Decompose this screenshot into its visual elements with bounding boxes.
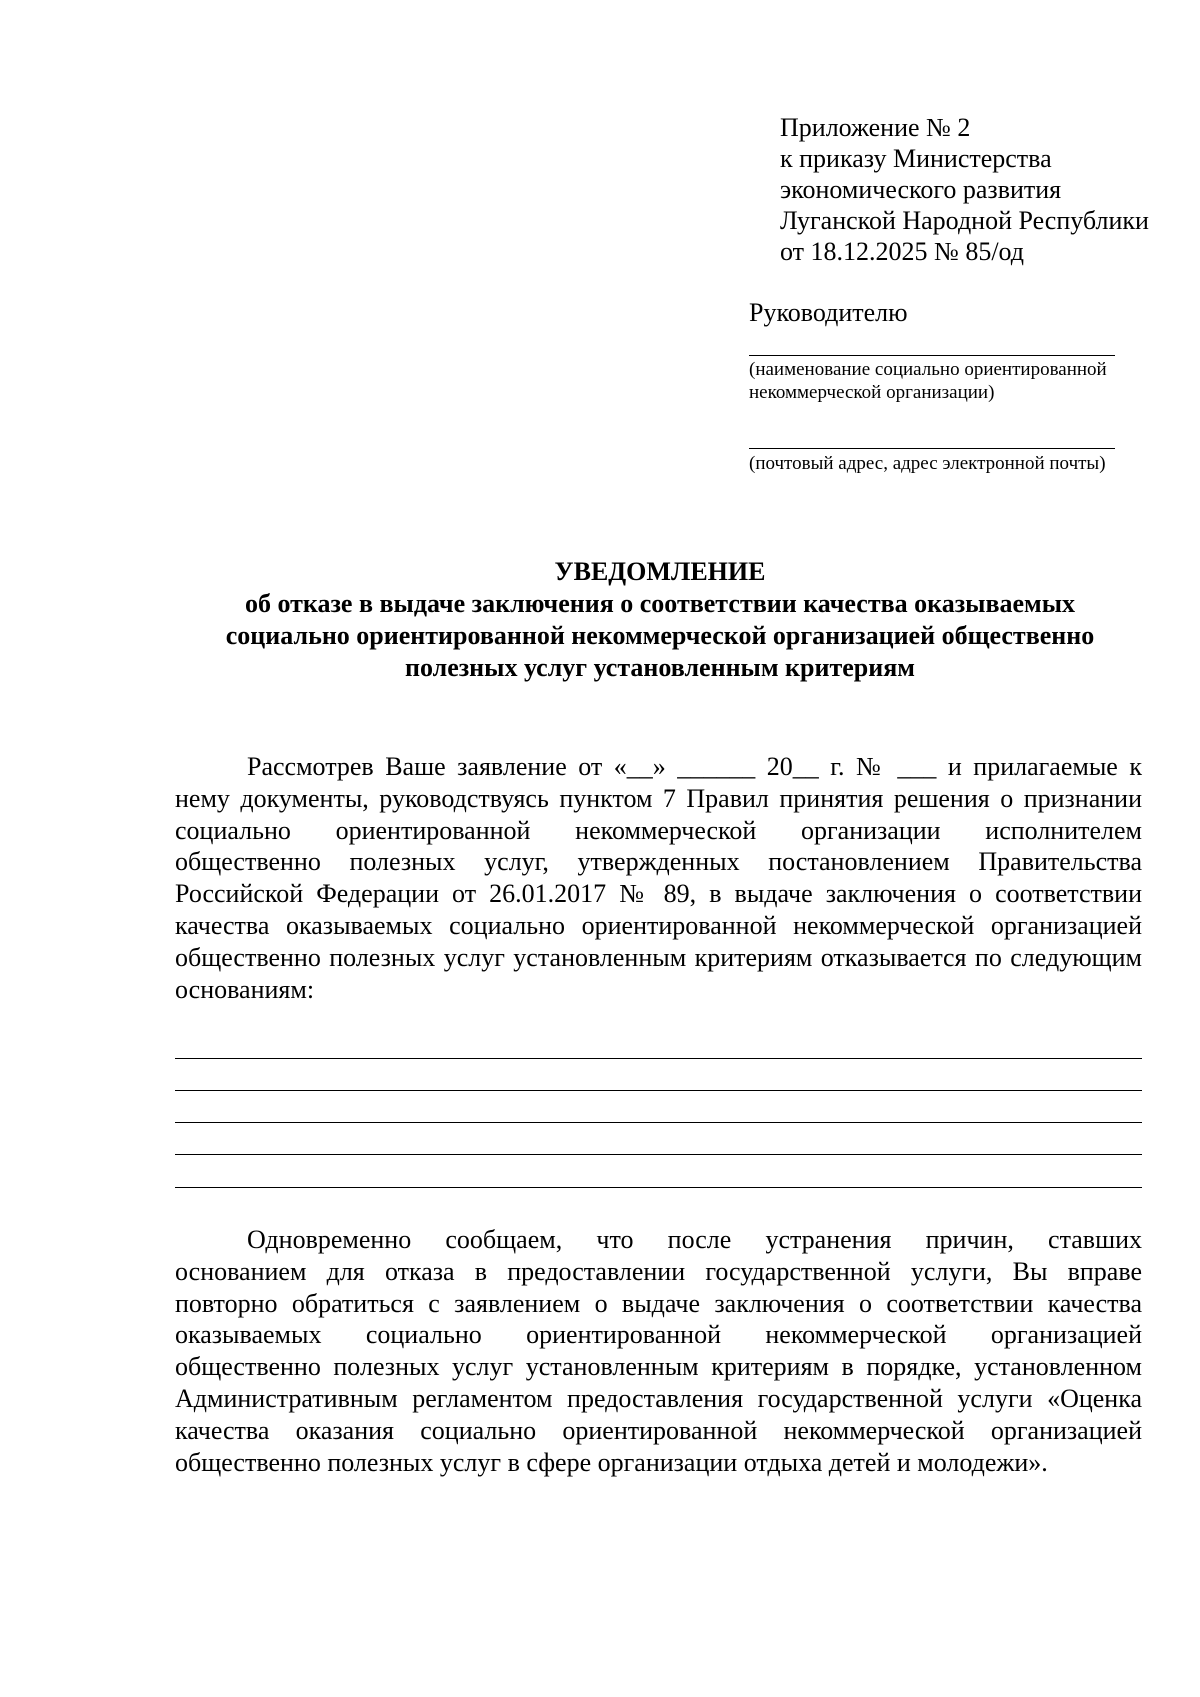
paragraph-line: общественно полезных услуг установленным критериям в порядке, установленном (175, 1352, 1142, 1382)
org-caption-line: некоммерческой организации) (749, 382, 995, 403)
paragraph-review (175, 751, 1142, 1005)
org-name-caption (749, 358, 1107, 404)
appendix-line: от 18.12.2025 № 85/од (780, 237, 1025, 266)
paragraph-line: Одновременно сообщаем, что после устранения причин, ставших (247, 1225, 1142, 1254)
notice-subtitle-line: социально ориентированной некоммерческой организацией общественно (225, 621, 1095, 650)
appendix-header (780, 112, 1180, 267)
appendix-line: экономического развития (780, 175, 1062, 204)
paragraph-line: основанием для отказа в предоставлении государственной услуги, Вы вправе (175, 1256, 1142, 1286)
appendix-line: Приложение № 2 (780, 113, 971, 142)
reason-fill-line[interactable] (175, 1187, 1142, 1188)
notice-subtitle-line: об отказе в выдаче заключения о соответствии качества оказываемых (244, 589, 1076, 618)
notice-title: УВЕДОМЛЕНИЕ (554, 557, 766, 586)
appendix-line: Луганской Народной Республики (780, 206, 1149, 235)
paragraph-line: социально ориентированной некоммерческой организации исполнителем (175, 815, 1142, 845)
notice-title-block (170, 556, 1150, 684)
paragraph-line: общественно полезных услуг, утвержденных постановлением Правительства (175, 847, 1142, 877)
paragraph-line: качества оказания социально ориентированной некоммерческой организацией (175, 1415, 1142, 1445)
notice-subtitle-line: полезных услуг установленным критериям (404, 653, 916, 682)
paragraph-line: Рассмотрев Ваше заявление от «__» ______ 20__ г. № ___ и прилагаемые к (247, 752, 1142, 781)
org-caption-line: (наименование социально ориентированной (749, 359, 1107, 380)
reason-fill-line[interactable] (175, 1154, 1142, 1155)
address-fill-line[interactable] (749, 448, 1115, 449)
paragraph-line: повторно обратиться с заявлением о выдаче заключения о соответствии качества (175, 1288, 1142, 1318)
paragraph-line: общественно полезных услуг установленным критериям отказывается по следующим (175, 942, 1142, 972)
reason-fill-line[interactable] (175, 1090, 1142, 1091)
paragraph-line: нему документы, руководствуясь пунктом 7 Правил принятия решения о признании (175, 783, 1142, 813)
address-caption: (почтовый адрес, адрес электронной почты) (749, 453, 1106, 474)
addressee-title: Руководителю (749, 298, 908, 327)
reason-fill-line[interactable] (175, 1122, 1142, 1123)
paragraph-line: Административным регламентом предоставления государственной услуги «Оценка (175, 1383, 1142, 1413)
paragraph-line: общественно полезных услуг в сфере организации отдыха детей и молодежи». (175, 1447, 1048, 1477)
paragraph-line: основаниям: (175, 974, 315, 1004)
reason-fill-line[interactable] (175, 1058, 1142, 1059)
paragraph-line: оказываемых социально ориентированной некоммерческой организацией (175, 1320, 1142, 1350)
appendix-line: к приказу Министерства (780, 144, 1052, 173)
paragraph-reapply (175, 1224, 1142, 1478)
org-name-fill-line[interactable] (749, 355, 1115, 356)
paragraph-line: качества оказываемых социально ориентированной некоммерческой организацией (175, 910, 1142, 940)
paragraph-line: Российской Федерации от 26.01.2017 № 89, в выдаче заключения о соответствии (175, 879, 1142, 909)
